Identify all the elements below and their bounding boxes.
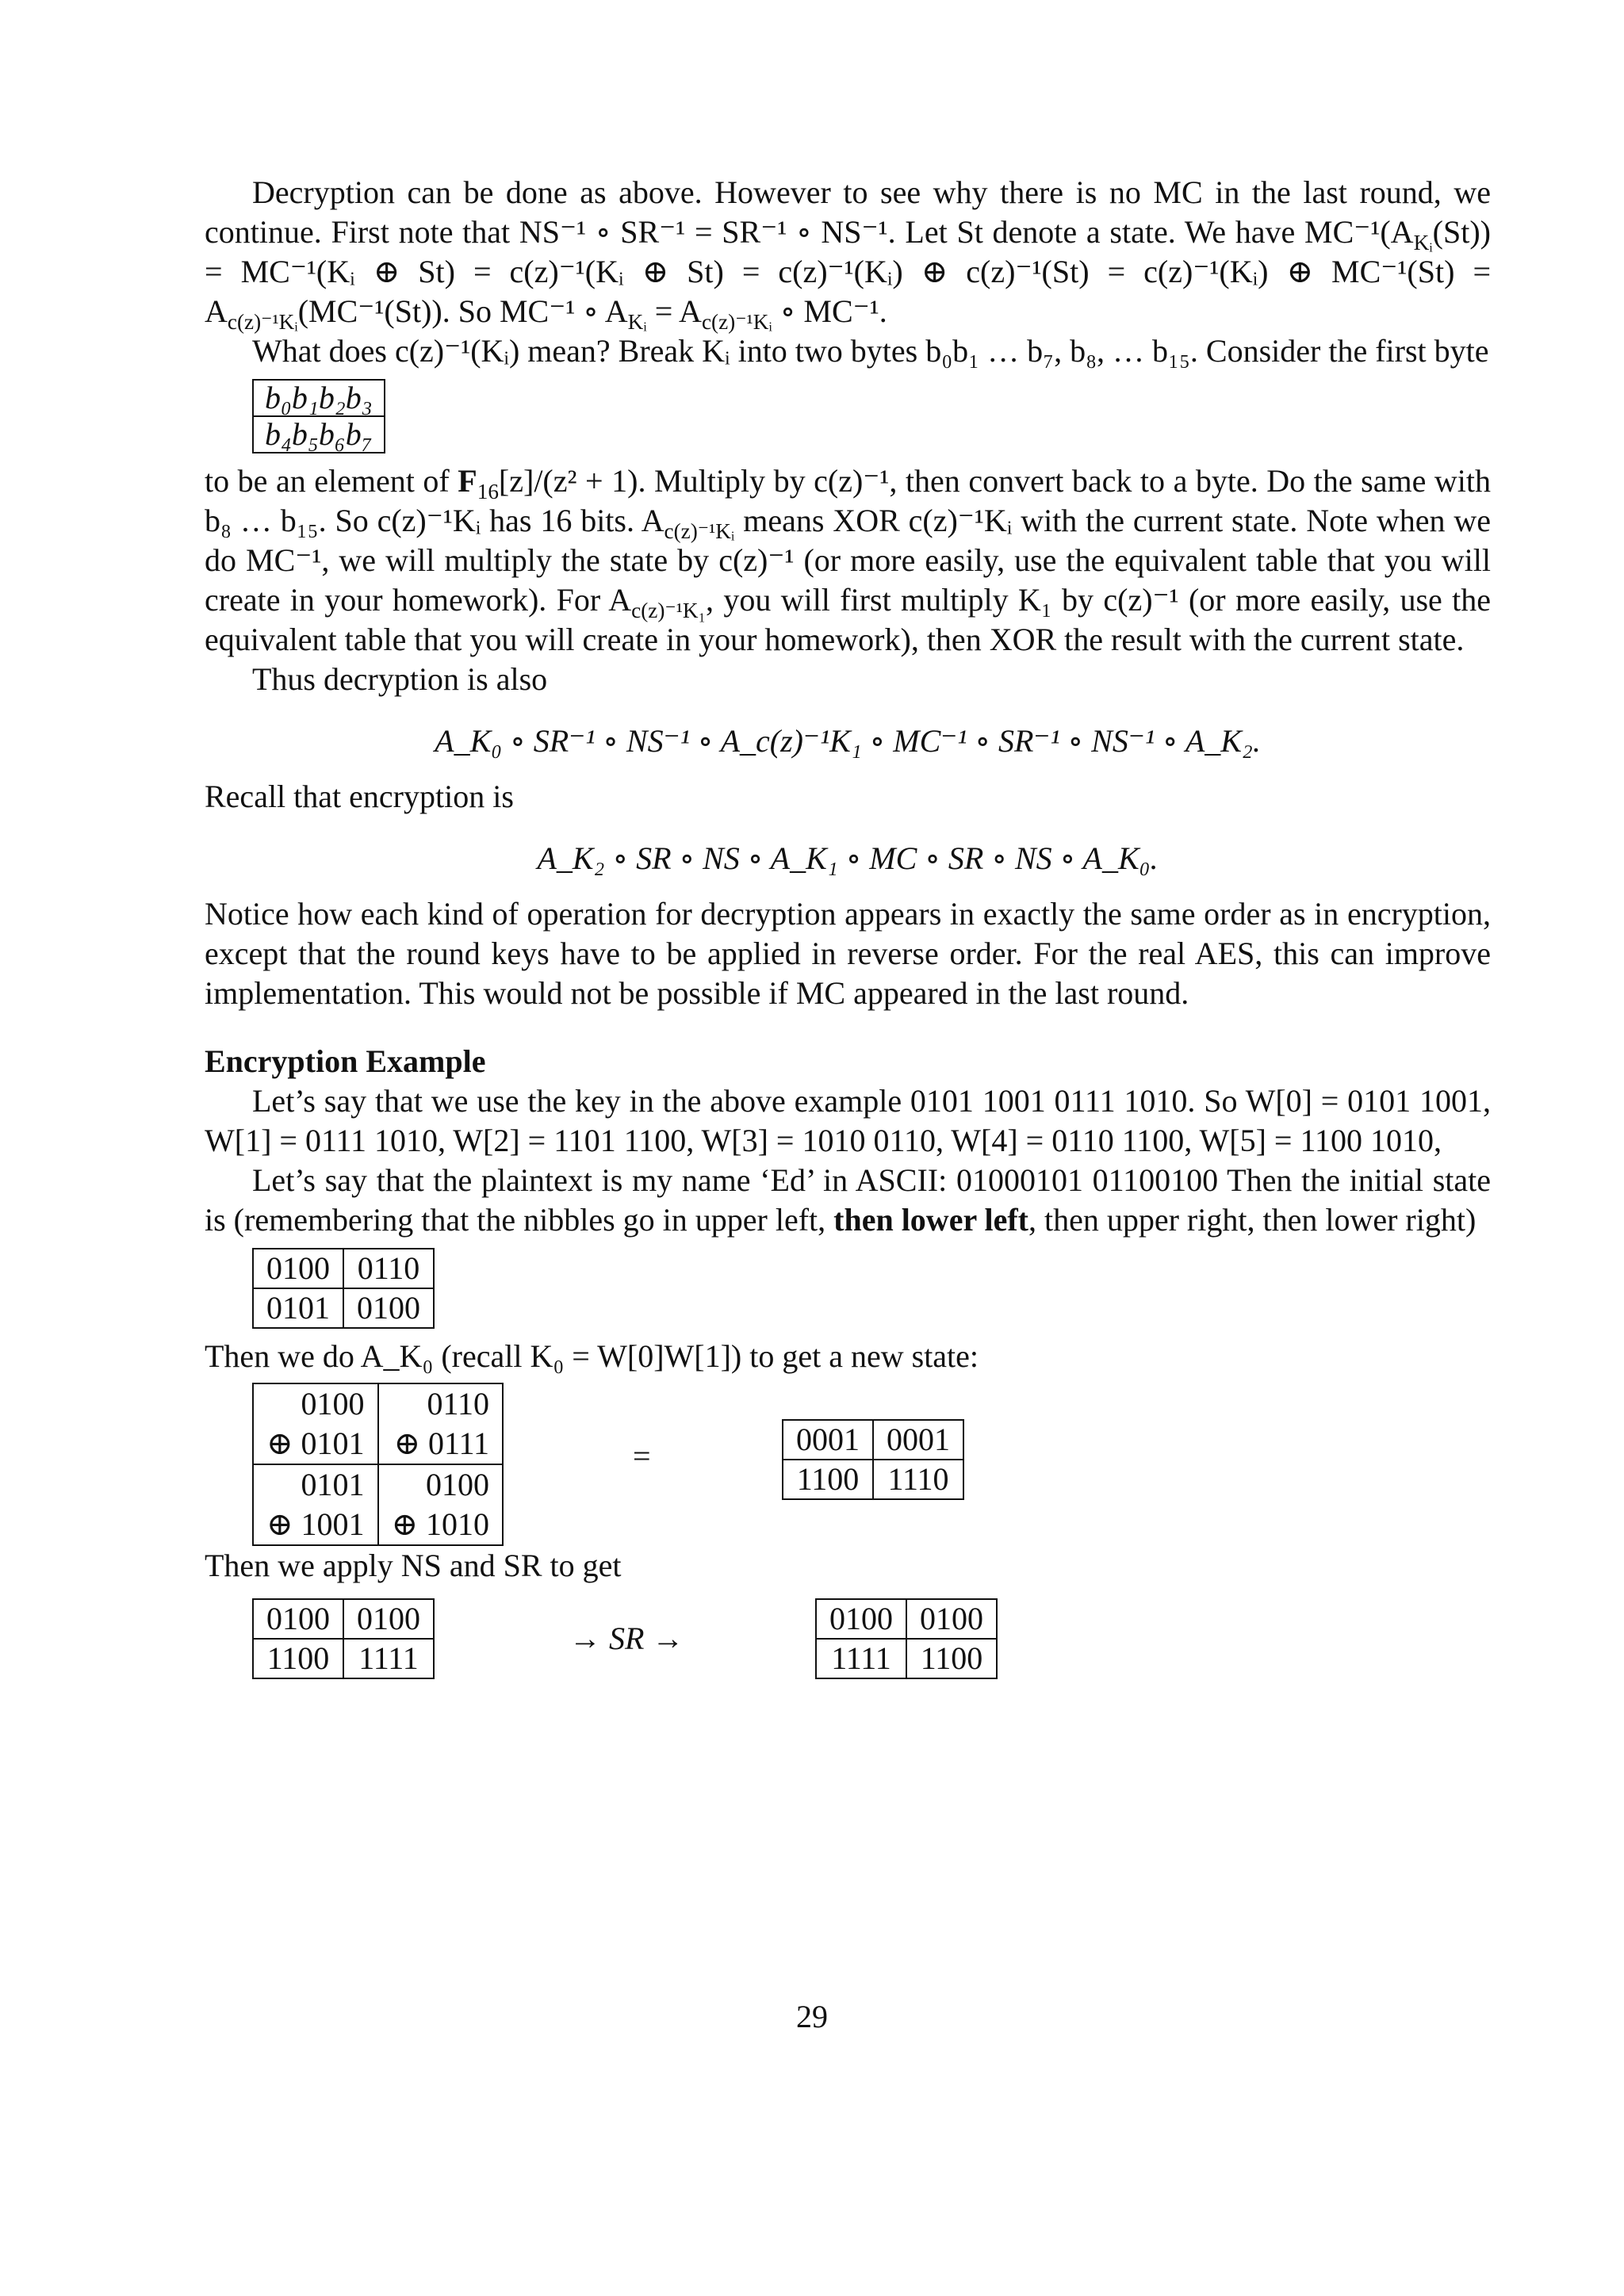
page-number: 29 bbox=[796, 1999, 828, 2034]
state-cell: 0100 bbox=[343, 1288, 434, 1328]
xor-equation bbox=[205, 1383, 1491, 1540]
xor-cell: 0110 ⊕ 0111 bbox=[378, 1383, 504, 1464]
state-cell: 0100 bbox=[253, 1599, 343, 1639]
decryption-formula: A_K₀ ∘ SR⁻¹ ∘ NS⁻¹ ∘ A_c(z)⁻¹K₁ ∘ MC⁻¹ ∘ SR⁻¹ ∘ NS⁻¹ ∘ A_K₂. bbox=[435, 723, 1261, 759]
paragraph-plaintext: Let’s say that the plaintext is my name ‘Ed’ in ASCII: 01000101 01100100 Then the initial state is (remembering that the nibbles go in upper left, then lower left, then upper right, then lower right) bbox=[205, 1162, 1491, 1238]
paragraph-thus-decryption: Thus decryption is also bbox=[252, 661, 548, 697]
byte-table-block bbox=[252, 379, 1491, 453]
paragraph-recall-encryption: Recall that encryption is bbox=[205, 779, 514, 814]
state-cell: 1100 bbox=[783, 1460, 873, 1499]
paragraph-decryption-intro: Decryption can be done as above. However to see why there is no MC in the last round, we continue. First note that NS⁻¹ ∘ SR⁻¹ = SR⁻¹ ∘ NS⁻¹. Let St denote a state. We have $MC^{-1}(A_{Kᵢ}(St))$ = MC⁻¹(Kᵢ ⊕ St) = c(z)⁻¹(Kᵢ ⊕ St) = c(z)⁻¹(Kᵢ) ⊕ c(z)⁻¹(St) = c(z)⁻¹(Kᵢ) ⊕ $MC^{-1}(St) = A_{c(z)^{-1}Kᵢ}(MC^{-1}(St))$. So MC⁻¹ ∘ $A_{Kᵢ} = A_{c(z)^{-1}Kᵢ}$ ∘ MC⁻¹. bbox=[205, 174, 1491, 334]
state-cell: 0101 bbox=[253, 1288, 343, 1328]
xor-cell: 0100 ⊕ 0101 bbox=[253, 1383, 378, 1464]
xor-table bbox=[252, 1383, 504, 1546]
byte-table-cell: b₄b₅b₆b₇ bbox=[253, 416, 385, 453]
paragraph-field-element: to be an element of $F_{16}[z]/(z^2 + 1)$. Multiply by c(z)⁻¹, then convert back to a byte. Do the same with b₈ … b₁₅. So c(z)⁻¹Kᵢ has 16 bits. $A_{c(z)^{-1}Kᵢ}$ means XOR c(z)⁻¹Kᵢ with the current state. Note when we do MC⁻¹, we will multiply the state by c(z)⁻¹ (or more easily, use the equivalent table that you will create in your homework). For $A_{c(z)^{-1}K_1}$, you will first multiply K₁ by c(z)⁻¹ (or more easily, use the equivalent table that you will create in your homework), then XOR the result with the current state. bbox=[205, 463, 1492, 657]
encryption-formula: A_K₂ ∘ SR ∘ NS ∘ A_K₁ ∘ MC ∘ SR ∘ NS ∘ A_K₀. bbox=[537, 840, 1159, 876]
state-cell: 0100 bbox=[343, 1599, 434, 1639]
state-after-sr-table bbox=[815, 1598, 998, 1679]
state-cell: 1111 bbox=[343, 1639, 434, 1678]
equals-sign: = bbox=[633, 1438, 651, 1474]
state-cell: 1111 bbox=[816, 1639, 906, 1678]
state-cell: 1100 bbox=[253, 1639, 343, 1678]
state-after-ark-table bbox=[782, 1419, 964, 1500]
shift-rows-step bbox=[205, 1598, 1491, 1686]
byte-table bbox=[252, 379, 385, 453]
initial-state-block bbox=[252, 1248, 1491, 1329]
document-body bbox=[205, 173, 1491, 1686]
state-cell: 1100 bbox=[906, 1639, 997, 1678]
state-cell: 0100 bbox=[253, 1249, 343, 1288]
section-heading: Encryption Example bbox=[205, 1043, 486, 1079]
paragraph-ki-meaning: What does c(z)⁻¹(Kᵢ) mean? Break Kᵢ into two bytes b₀b₁ … b₇, b₈, … b₁₅. Consider the first byte bbox=[252, 333, 1489, 369]
initial-state-table bbox=[252, 1248, 435, 1329]
byte-table-cell: b₀b₁b₂b₃ bbox=[253, 380, 385, 416]
state-cell: 0001 bbox=[783, 1420, 873, 1460]
state-cell: 1110 bbox=[873, 1460, 963, 1499]
state-cell: 0001 bbox=[873, 1420, 963, 1460]
paragraph-notice-order: Notice how each kind of operation for decryption appears in exactly the same order as in encryption, except that the round keys have to be applied in reverse order. For the real AES, this can improve implementation. This would not be possible if MC appeared in the last round. bbox=[205, 896, 1491, 1011]
paragraph-key-example: Let’s say that we use the key in the above example 0101 1001 0111 1010. So W[0] = 0101 1001, W[1] = 0111 1010, W[2] = 1101 1100, W[3] = 1010 0110, W[4] = 0110 1100, W[5] = 1100 1010, bbox=[205, 1083, 1491, 1158]
state-cell: 0110 bbox=[343, 1249, 434, 1288]
paragraph-apply-ns-sr: Then we apply NS and SR to get bbox=[205, 1548, 622, 1583]
paragraph-add-round-key: Then we do A_K₀ (recall K₀ = W[0]W[1]) to get a new state: bbox=[205, 1338, 979, 1374]
xor-cell: 0100 ⊕ 1010 bbox=[378, 1464, 504, 1545]
xor-cell: 0101 ⊕ 1001 bbox=[253, 1464, 378, 1545]
state-after-ns-table bbox=[252, 1598, 435, 1679]
state-cell: 0100 bbox=[906, 1599, 997, 1639]
state-cell: 0100 bbox=[816, 1599, 906, 1639]
sr-arrow: → SR → bbox=[569, 1621, 684, 1656]
